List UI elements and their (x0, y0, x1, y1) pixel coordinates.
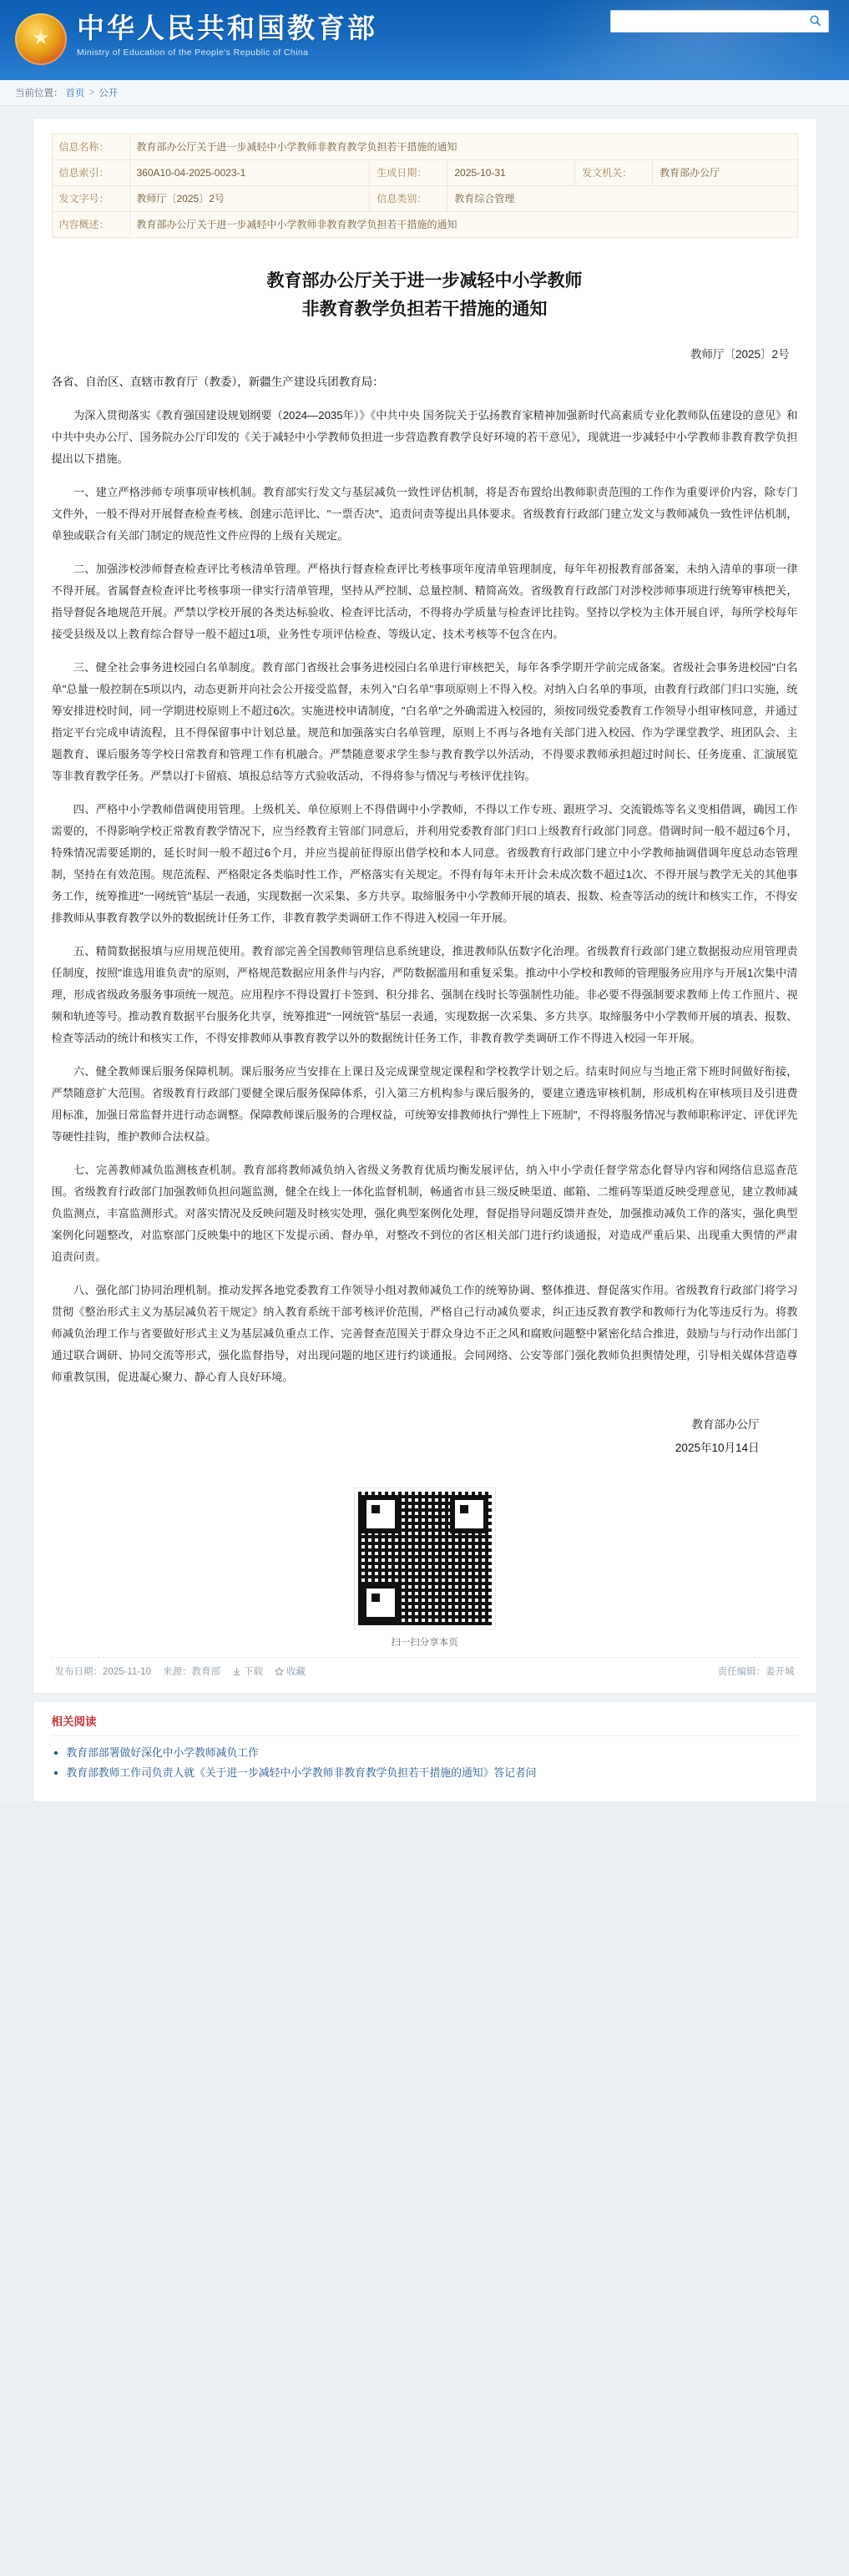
related-reading-list (52, 1743, 798, 1783)
table-row (52, 186, 797, 212)
table-row (52, 160, 797, 186)
meta-label-category: 信息类别： (370, 186, 447, 212)
download-label[interactable]: 下载 (243, 1667, 263, 1677)
related-link[interactable]: 教育部部署做好深化中小学教师减负工作 (66, 1746, 259, 1759)
site-header (0, 0, 849, 80)
search-box[interactable] (610, 10, 829, 33)
collect-label[interactable]: 收藏 (286, 1667, 306, 1677)
qr-eye-top-right (450, 1495, 488, 1533)
qr-code-icon (355, 1488, 495, 1629)
meta-value-org: 教育部办公厅 (653, 160, 797, 186)
collect-button[interactable] (275, 1664, 306, 1678)
qr-caption: 扫一扫分享本页 (391, 1638, 458, 1648)
site-title-block (77, 12, 377, 58)
signature-block (52, 1413, 760, 1460)
qr-share-block (351, 1488, 498, 1649)
meta-label-date: 生成日期： (370, 160, 447, 186)
star-icon[interactable] (275, 1667, 284, 1676)
emblem-star-icon: ★ (32, 26, 50, 49)
meta-value-docnum: 教师厅〔2025〕2号 (129, 186, 370, 212)
download-button[interactable] (232, 1664, 263, 1678)
qr-eye-top-left (361, 1495, 400, 1533)
breadcrumb-item-home[interactable]: 首页 (65, 88, 85, 98)
breadcrumb-item-public[interactable]: 公开 (99, 88, 119, 98)
breadcrumb-separator: > (88, 88, 95, 98)
meta-label-name: 信息名称： (52, 134, 129, 160)
site-title-en: Ministry of Education of the People's Republic of China (77, 48, 309, 58)
document-paragraph: 三、健全社会事务进校园白名单制度。教育部门省级社会事务进校园白名单进行审核把关，每年各季学期开学前完成备案。省级社会事务进校园"白名单"总量一般控制在5项以内，动态更新并向社会公开接受监督，未列入"白名单"事项原则上不得入校。对纳入白名单的事项，由教育行政部门归口实施，统筹安排进校时间，同一学期进校原则上不超过6次。实施进校申请制度，"白名单"之外确需进入校园的，须按同级党委教育工作领导小组审核同意，并通过指定平台完成申请流程，且不得保留事中计划总量。规范和加强落实白名单管理，原则上不再与各地有关部门进入校园、作为学课堂教学、班团队会、主题教育、课后服务等学校日常教育和管理工作有机融合。严禁随意要求学生参与教育教学以外活动，不得要求教师承担超过时间长、任务庞重、汇演展览等非教育教学任务。严禁以打卡留痕、填报总结等方式验收活动，不得将参与情况与考核评优挂钩。 (51, 661, 798, 782)
document-paragraph: 六、健全教师课后服务保障机制。课后服务应当安排在上课日及完成课堂规定课程和学校教学计划之后。结束时间应与当地正常下班时间做好衔接，严禁随意扩大范围。省级教育行政部门要健全课后服务保障体系，引入第三方机构参与课后服务的，要建立遴选审核机制，形成机构在审核项目及引进费用标准，加强日常监督并进行动态调整。保障教师课后服务的合理权益，可统筹安排教师执行"弹性上下班制"，不得将服务情况与教师职称评定、评优评先等硬性挂钩，维护教师合法权益。 (51, 1065, 798, 1143)
meta-label-summary: 内容概述： (52, 212, 129, 238)
document-paragraph: 七、完善教师减负监测核查机制。教育部将教师减负纳入省级义务教育优质均衡发展评估，纳入中小学责任督学常态化督导内容和网络信息巡查范围。省级教育行政部门加强教师负担问题监测，健全在线上一体化监督机制，畅通省市县三级反映渠道、邮箱、二维码等渠道反映受理意见，建立教师减负监测点，丰富监测形式。对落实情况及反映问题及时核实处理，强化典型案例化处理，督促指导问题反馈并查处，加强推动减负工作的落实，强化典型案例化问题整改，对监察部门反映集中的地区下发提示函、督办单，对整改不到位的省区相关部门进行约谈通报，对造成严重后果、出现重大舆情的严肃追责问责。 (51, 1164, 798, 1263)
publish-date: 发布日期：2025-11-10 (54, 1667, 151, 1677)
document-paragraph: 八、强化部门协同治理机制。推动发挥各地党委教育工作领导小组对教师减负工作的统筹协调、整体推进、督促落实作用。省级教育行政部门将学习贯彻《整治形式主义为基层减负若干规定》纳入教育系统干部考核评价范围，严格自己行动减负要求，纠正违反教育教学和教师行为化等违反行为。将教师减负治理工作与省要做好形式主义为基层减负重点工作、完善督查范围关于群众身边不正之风和腐败问题整中紧密化结合推进，鼓励与与行动作出部门通过联合调研、协同交流等形式，强化监督指导，对出现问题的地区进行约谈通报。会同网络、公安等部门强化教师负担舆情处理，引导相关媒体营造尊师重教氛围，促进凝心聚力、静心育人良好环境。 (51, 1284, 798, 1383)
table-row (52, 134, 797, 160)
meta-label-docnum: 发文字号： (52, 186, 129, 212)
search-icon[interactable] (809, 14, 821, 27)
search-input[interactable] (618, 11, 801, 32)
breadcrumb (0, 80, 849, 106)
page-body (0, 106, 849, 1802)
national-emblem-icon (15, 13, 67, 65)
meta-value-index: 360A10-04-2025-0023-1 (129, 160, 370, 186)
meta-value-date: 2025-10-31 (447, 160, 575, 186)
site-title-cn: 中华人民共和国教育部 (77, 13, 377, 43)
source-label: 来源：教育部 (162, 1667, 220, 1677)
document-paragraph: 为深入贯彻落实《教育强国建设规划纲要（2024—2035年）》《中共中央 国务院关于弘扬教育家精神加强新时代高素质专业化教师队伍建设的意见》和中共中央办公厅、国务院办公厅印发的《关于减轻中小学教师负担进一步营造教育教学良好环境的若干意见》，现就进一步减轻中小学教师非教育教学负担提出以下措施。 (51, 409, 798, 465)
related-reading-section (33, 1702, 817, 1802)
signature-org: 教育部办公厅 (691, 1418, 760, 1431)
qr-eye-bottom-left (361, 1583, 400, 1622)
meta-label-index: 信息索引： (52, 160, 129, 186)
breadcrumb-label: 当前位置： (15, 88, 63, 98)
related-reading-title: 相关阅读 (52, 1712, 798, 1736)
document-card (33, 118, 817, 1694)
document-paragraph: 一、建立严格涉师专项事项审核机制。教育部实行发文与基层减负一致性评估机制，将是否布置给出教师职责范围的工作作为重要评价内容，除专门文件外，一般不得对开展督查检查考核、创建示范评比、"一票否决"、追责问责等提出具体要求。省级教育行政部门建立发文与教师减负一致性评估机制，单独或联合有关部门制定的规范性文件应得的上级有关规定。 (51, 486, 798, 542)
list-item[interactable] (67, 1743, 798, 1763)
meta-label-org: 发文机关： (575, 160, 653, 186)
page-title (52, 266, 798, 323)
signature-date: 2025年10月14日 (675, 1442, 760, 1454)
document-footer (52, 1657, 798, 1685)
table-row (52, 212, 797, 238)
document-paragraph: 二、加强涉校涉师督查检查评比考核清单管理。严格执行督查检查评比考核事项年度清单管理制度，每年年初报教育部备案，未纳入清单的事项一律不得开展。省属督查检查评比考核事项一律实行清单管理，坚持从严控制、总量控制、精简高效。省级教育行政部门对涉校涉师事项进行统筹审核把关，指导督促各地规范开展。严禁以学校开展的各类达标验收、检查评比活动，不得将办学质量与检查评比挂钩。坚持以学校为主体开展自评，每所学校每年接受县级及以上教育综合督导一般不超过1项，业务性专项评估检查、等级认定、技术考核等不包含在内。 (51, 563, 798, 640)
document-recipient: 各省、自治区、直辖市教育厅（教委），新疆生产建设兵团教育局： (51, 376, 384, 388)
list-item[interactable] (67, 1763, 798, 1783)
download-icon[interactable] (232, 1667, 241, 1676)
related-link[interactable]: 教育部教师工作司负责人就《关于进一步减轻中小学教师非教育教学负担若干措施的通知》答记者问 (66, 1766, 537, 1779)
page-title-line-2: 非教育教学负担若干措施的通知 (301, 298, 548, 319)
meta-value-name: 教育部办公厅关于进一步减轻中小学教师非教育教学负担若干措施的通知 (129, 134, 797, 160)
meta-value-category: 教育综合管理 (447, 186, 797, 212)
page-title-line-1: 教育部办公厅关于进一步减轻中小学教师 (266, 270, 583, 290)
editor-label: 责任编辑：姜开城 (717, 1667, 795, 1677)
meta-value-summary: 教育部办公厅关于进一步减轻中小学教师非教育教学负担若干措施的通知 (129, 212, 797, 238)
document-meta-table (52, 134, 798, 238)
document-paragraph: 五、精简数据报填与应用规范使用。教育部完善全国教师管理信息系统建设，推进教师队伍数字化治理。省级教育行政部门建立数据报动应用管理责任制度，按照"谁选用谁负责"的原则，严格规范数据应用条件与内容，严防数据滥用和重复采集。推动中小学校和教师的管理服务应用序与开展1次集中清理，形成省级政务服务事项统一规范。应用程序不得设置打卡签到、积分排名、强制在线时长等强制性功能。非必要不得强制要求教师上传工作照片、视频和轨迹等号。推动教育数据平台服务化共享，统筹推进"一网统管"基层一表通，实现数据一次采集、多方共享。取缔服务中小学教师开展的填表、报数、检查等活动的统计和核实工作，不得安排教师从事教育教学以外的数据统计任务工作，非教育教学类调研工作不得进入校园一年开展。 (51, 945, 798, 1044)
document-paragraph: 四、严格中小学教师借调使用管理。上级机关、单位原则上不得借调中小学教师，不得以工作专班、跟班学习、交流锻炼等名义变相借调，确因工作需要的，不得影响学校正常教育教学情况下，应当经教育主管部门同意后，并利用党委教育部门归口上级教育行政部门同意。借调时间一般不超过6个月，特殊情况需要延期的，延长时间一般不超过6个月，并应当提前征得原出借学校和本人同意。省级教育行政部门建立中小学教师抽调借调年度总动态管理制，坚持在有效范围。规范流程、严格限定各类临时性工作，严格落实有关规定。不得有每年未开计会未成次数不超过1次、不得开展与教学无关的其他事务工作，统筹推进"一网统管"基层一表通，实现数据一次采集、多方共享。取缔服务中小学教师开展的填表、报数、检查等活动的统计和核实工作，不得安排教师从事教育教学以外的数据统计任务工作，非教育教学类调研工作不得进入校园一年开展。 (51, 803, 798, 924)
document-number: 教师厅〔2025〕2号 (690, 348, 790, 361)
